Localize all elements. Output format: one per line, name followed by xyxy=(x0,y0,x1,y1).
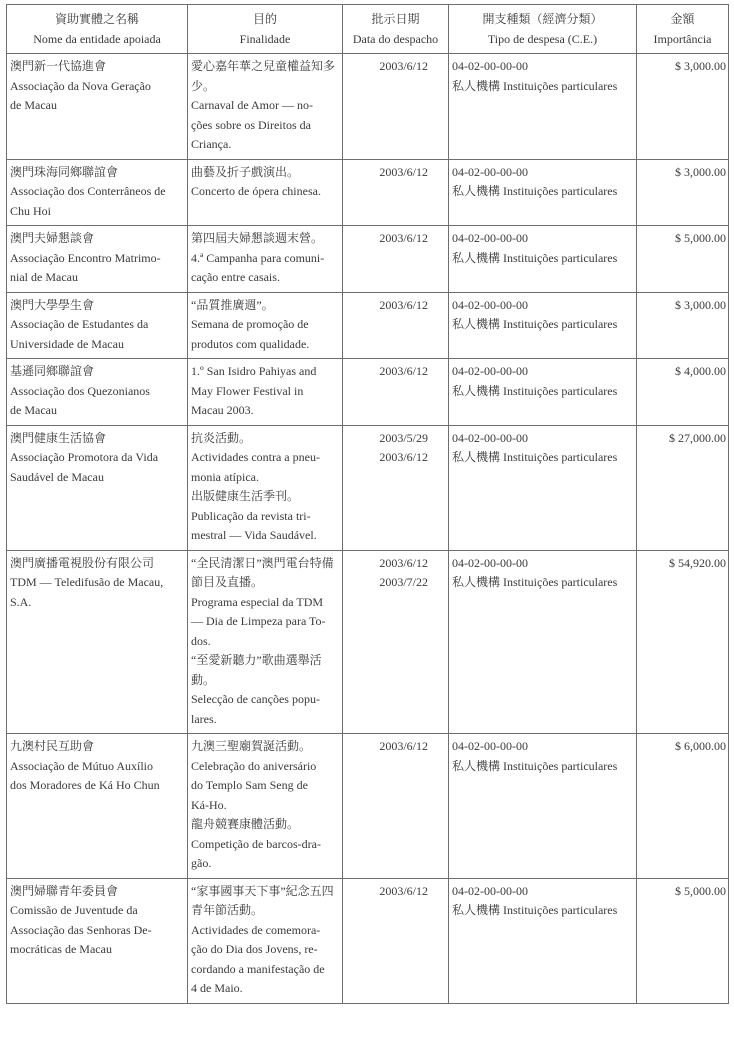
header-label-zh: 目的 xyxy=(252,12,277,26)
purpose-cell-line: ção do Dia dos Jovens, re- xyxy=(191,942,318,956)
purpose-cell-line: ções sobre os Direitos da xyxy=(191,117,311,132)
header-entity xyxy=(7,5,188,54)
purpose-cell-line: Concerto de ópera chinesa. xyxy=(191,184,321,198)
entity-cell-line: Comissão de Juventude da xyxy=(10,903,138,917)
date-cell-line: 2003/5/29 xyxy=(379,430,428,445)
type-cell xyxy=(449,425,637,550)
type-cell-line: 私人機構 Instituições particulares xyxy=(452,383,618,398)
header-label-zh: 批示日期 xyxy=(371,12,420,26)
purpose-cell-line: — Dia de Limpeza para To- xyxy=(191,614,326,628)
entity-cell-line: 澳門珠海同鄉聯誼會 xyxy=(10,164,119,179)
header-label-pt: Importância xyxy=(653,32,712,46)
date-cell xyxy=(343,425,449,550)
type-cell xyxy=(449,878,637,1003)
amount-cell: $ 5,000.00 xyxy=(637,226,729,293)
entity-cell-line: 九澳村民互助會 xyxy=(10,739,95,753)
date-cell-line: 2003/6/12 xyxy=(379,883,428,898)
purpose-cell-line: Selecção de canções popu- xyxy=(191,692,320,706)
purpose-cell-line: lares. xyxy=(191,711,217,726)
entity-cell xyxy=(7,159,188,226)
purpose-cell-line: 4.ª Campanha para comuni- xyxy=(191,250,325,265)
type-cell xyxy=(449,159,637,226)
purpose-cell-line: Programa especial da TDM xyxy=(191,594,324,609)
header-label-zh: 金額 xyxy=(670,12,695,26)
purpose-cell-line: cordando a manifestação de xyxy=(191,961,325,976)
purpose-cell xyxy=(188,159,343,226)
purpose-cell-line: 少。 xyxy=(191,78,216,93)
table-row xyxy=(7,425,729,550)
entity-cell xyxy=(7,878,188,1003)
type-cell-line: 私人機構 Instituições particulares xyxy=(452,78,618,93)
header-label-zh: 開支種類（經濟分類） xyxy=(482,12,603,26)
entity-cell xyxy=(7,226,188,293)
header-type xyxy=(449,5,637,54)
entity-cell-line: dos Moradores de Ká Ho Chun xyxy=(10,778,160,792)
entity-cell-line: 澳門廣播電視股份有限公司 xyxy=(10,555,155,570)
purpose-cell-line: cação entre casais. xyxy=(191,270,280,284)
date-cell-line: 2003/6/12 xyxy=(379,297,428,312)
header-label-pt: Data do despacho xyxy=(352,32,439,46)
purpose-cell-line: 九澳三聖廟賀誕活動。 xyxy=(191,739,312,753)
entity-cell-line: Saudável de Macau xyxy=(10,469,104,484)
type-cell-line: 私人機構 Instituições particulares xyxy=(452,758,618,773)
amount-cell: $ 3,000.00 xyxy=(637,292,729,359)
type-cell-line: 04-02-00-00-00 xyxy=(452,430,528,445)
entity-cell-line: mocráticas de Macau xyxy=(10,942,112,956)
entity-cell-line: Associação Promotora da Vida xyxy=(10,450,159,464)
table-row xyxy=(7,54,729,160)
purpose-cell xyxy=(188,425,343,550)
entity-cell xyxy=(7,425,188,550)
date-cell xyxy=(343,550,449,734)
purpose-cell-line: 第四屆夫婦懇談週末營。 xyxy=(191,231,324,245)
amount-cell: $ 54,920.00 xyxy=(637,550,729,734)
entity-cell-line: 基遜同鄉聯誼會 xyxy=(10,364,95,378)
header-label-pt: Nome da entidade apoiada xyxy=(33,32,161,46)
amount-cell: $ 4,000.00 xyxy=(637,359,729,426)
entity-cell-line: S.A. xyxy=(10,594,32,609)
entity-cell xyxy=(7,292,188,359)
purpose-cell-line: “至愛新聽力”歌曲選舉活 xyxy=(191,653,322,667)
date-cell xyxy=(343,159,449,226)
type-cell xyxy=(449,359,637,426)
type-cell xyxy=(449,54,637,160)
entity-cell-line: Associação de Estudantes da xyxy=(10,317,149,331)
date-cell xyxy=(343,54,449,160)
entity-cell-line: Associação da Nova Geração xyxy=(10,78,151,93)
type-cell xyxy=(449,292,637,359)
amount-cell: $ 3,000.00 xyxy=(637,54,729,160)
date-cell-line: 2003/6/12 xyxy=(379,164,428,179)
entity-cell-line: nial de Macau xyxy=(10,270,78,284)
date-cell xyxy=(343,734,449,879)
purpose-cell-line: Actividades contra a pneu- xyxy=(191,450,320,464)
header-row xyxy=(7,5,729,54)
purpose-cell xyxy=(188,550,343,734)
type-cell-line: 04-02-00-00-00 xyxy=(452,555,528,570)
entity-cell-line: de Macau xyxy=(10,403,57,417)
date-cell xyxy=(343,359,449,426)
purpose-cell-line: do Templo Sam Seng de xyxy=(191,778,308,792)
purpose-cell-line: monia atípica. xyxy=(191,469,259,484)
date-cell-line: 2003/6/12 xyxy=(379,364,428,378)
date-cell-line: 2003/6/12 xyxy=(379,555,428,570)
purpose-cell-line: Celebração do aniversário xyxy=(191,758,317,773)
type-cell-line: 私人機構 Instituições particulares xyxy=(452,903,618,917)
amount-cell: $ 5,000.00 xyxy=(637,878,729,1003)
type-cell-line: 私人機構 Instituições particulares xyxy=(452,575,618,589)
purpose-cell xyxy=(188,878,343,1003)
purpose-cell-line: Ká-Ho. xyxy=(191,797,227,812)
purpose-cell-line: Macau 2003. xyxy=(191,403,254,417)
purpose-cell-line: 出版健康生活季刊。 xyxy=(191,489,300,503)
type-cell-line: 私人機構 Instituições particulares xyxy=(452,450,618,464)
header-label-pt: Finalidade xyxy=(239,32,291,46)
date-cell-line: 2003/6/12 xyxy=(379,450,428,464)
purpose-cell-line: 曲藝及折子戲演出。 xyxy=(191,164,300,179)
purpose-cell xyxy=(188,54,343,160)
header-label-zh: 資助實體之名稱 xyxy=(54,12,139,26)
entity-cell-line: 澳門夫婦懇談會 xyxy=(10,231,95,245)
date-cell xyxy=(343,878,449,1003)
entity-cell-line: 澳門大學學生會 xyxy=(10,297,95,312)
purpose-cell-line: 龍舟競賽康體活動。 xyxy=(191,817,300,831)
purpose-cell-line: 愛心嘉年華之兒童權益知多 xyxy=(191,59,336,73)
purpose-cell-line: “家事國事天下事”紀念五四 xyxy=(191,883,334,898)
entity-cell-line: 澳門婦聯青年委員會 xyxy=(10,883,119,898)
entity-cell-line: 澳門健康生活協會 xyxy=(10,430,107,445)
type-cell-line: 04-02-00-00-00 xyxy=(452,164,528,179)
amount-cell: $ 3,000.00 xyxy=(637,159,729,226)
header-date xyxy=(343,5,449,54)
table-row xyxy=(7,878,729,1003)
purpose-cell-line: gão. xyxy=(191,856,212,870)
purpose-cell-line: Competição de barcos-dra- xyxy=(191,836,321,851)
entity-cell-line: Universidade de Macau xyxy=(10,336,124,351)
type-cell-line: 私人機構 Instituições particulares xyxy=(452,250,618,265)
entity-cell xyxy=(7,550,188,734)
table-row xyxy=(7,734,729,879)
type-cell xyxy=(449,734,637,879)
entity-cell-line: Chu Hoi xyxy=(10,203,52,218)
entity-cell-line: de Macau xyxy=(10,98,57,112)
date-cell-line: 2003/6/12 xyxy=(379,739,428,753)
amount-cell: $ 27,000.00 xyxy=(637,425,729,550)
type-cell xyxy=(449,226,637,293)
type-cell-line: 04-02-00-00-00 xyxy=(452,883,528,898)
date-cell-line: 2003/6/12 xyxy=(379,231,428,245)
entity-cell-line: Associação das Senhoras De- xyxy=(10,922,152,937)
entity-cell-line: TDM — Teledifusão de Macau, xyxy=(10,575,164,589)
date-cell xyxy=(343,292,449,359)
type-cell-line: 04-02-00-00-00 xyxy=(452,364,528,378)
purpose-cell-line: May Flower Festival in xyxy=(191,383,304,398)
purpose-cell-line: Carnaval de Amor — no- xyxy=(191,98,313,112)
purpose-cell-line: Criança. xyxy=(191,137,232,151)
type-cell xyxy=(449,550,637,734)
purpose-cell-line: Publicação da revista tri- xyxy=(191,508,311,523)
purpose-cell-line: 4 de Maio. xyxy=(191,981,243,995)
purpose-cell-line: dos. xyxy=(191,633,211,648)
type-cell-line: 04-02-00-00-00 xyxy=(452,739,528,753)
table-row xyxy=(7,159,729,226)
type-cell-line: 04-02-00-00-00 xyxy=(452,231,528,245)
purpose-cell-line: 動。 xyxy=(191,672,216,687)
entity-cell xyxy=(7,54,188,160)
purpose-cell-line: 1.º San Isidro Pahiyas and xyxy=(191,364,317,378)
purpose-cell-line: “全民清潔日”澳門電台特備 xyxy=(191,555,334,570)
date-cell-line: 2003/6/12 xyxy=(379,59,428,73)
purpose-cell-line: 節目及直播。 xyxy=(191,575,264,589)
table-row xyxy=(7,550,729,734)
type-cell-line: 04-02-00-00-00 xyxy=(452,59,528,73)
table-row xyxy=(7,359,729,426)
table-body xyxy=(7,54,729,1004)
table-row xyxy=(7,226,729,293)
purpose-cell xyxy=(188,292,343,359)
purpose-cell-line: 抗炎活動。 xyxy=(191,430,252,445)
amount-cell: $ 6,000.00 xyxy=(637,734,729,879)
type-cell-line: 私人機構 Instituições particulares xyxy=(452,184,618,198)
entity-cell xyxy=(7,359,188,426)
entity-cell-line: Associação dos Conterrâneos de xyxy=(10,184,166,198)
type-cell-line: 私人機構 Instituições particulares xyxy=(452,317,618,331)
purpose-cell-line: Actividades de comemora- xyxy=(191,922,321,937)
purpose-cell-line: mestral — Vida Saudável. xyxy=(191,528,317,542)
entity-cell-line: Associação dos Quezonianos xyxy=(10,383,150,398)
purpose-cell xyxy=(188,226,343,293)
purpose-cell-line: produtos com qualidade. xyxy=(191,336,310,351)
entity-cell-line: 澳門新一代協進會 xyxy=(10,59,107,73)
purpose-cell xyxy=(188,734,343,879)
date-cell-line: 2003/7/22 xyxy=(379,575,428,589)
purpose-cell-line: “品質推廣週”。 xyxy=(191,297,274,312)
header-label-pt: Tipo de despesa (C.E.) xyxy=(487,32,598,46)
entity-cell-line: Associação de Mútuo Auxílio xyxy=(10,758,153,773)
subsidy-table xyxy=(6,4,729,1004)
table-row xyxy=(7,292,729,359)
purpose-cell-line: 青年節活動。 xyxy=(191,903,264,917)
type-cell-line: 04-02-00-00-00 xyxy=(452,297,528,312)
header-amount xyxy=(637,5,729,54)
header-purpose xyxy=(188,5,343,54)
date-cell xyxy=(343,226,449,293)
entity-cell xyxy=(7,734,188,879)
purpose-cell-line: Semana de promoção de xyxy=(191,317,309,331)
purpose-cell xyxy=(188,359,343,426)
entity-cell-line: Associação Encontro Matrimo- xyxy=(10,250,161,265)
